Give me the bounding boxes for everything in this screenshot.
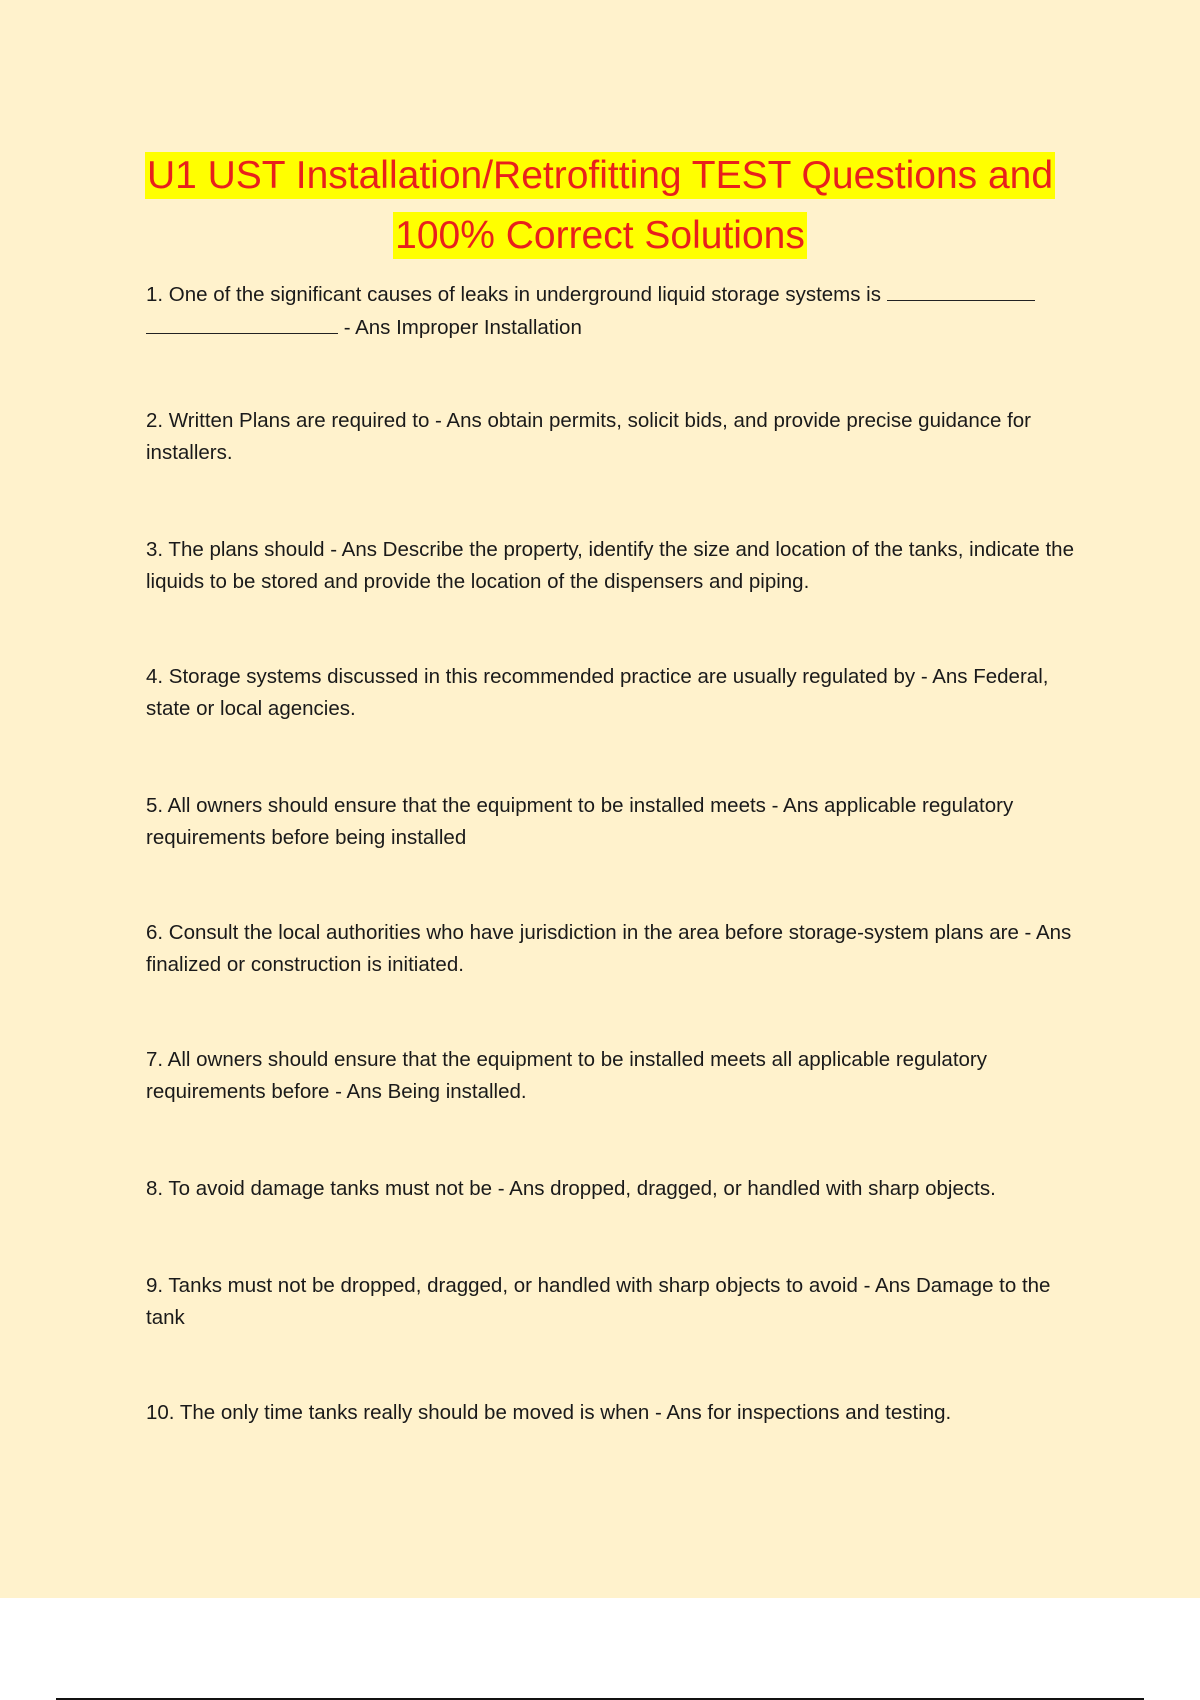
question-5: 5. All owners should ensure that the equipment to be installed meets - Ans applicable regulatory requirements before being installed <box>146 794 1014 849</box>
question-3: 3. The plans should - Ans Describe the property, identify the size and location of the tanks, indicate the liquids to be stored and provide the location of the dispensers and piping. <box>146 538 1074 593</box>
question-7: 7. All owners should ensure that the equipment to be installed meets all applicable regulatory requirements before - Ans Being installed. <box>146 1048 988 1103</box>
question-1 <box>146 278 1090 344</box>
question-6: 6. Consult the local authorities who have jurisdiction in the area before storage-system plans are - Ans finalized or construction is initiated. <box>146 921 1072 976</box>
document-title <box>60 146 1140 266</box>
question-1-text: 1. One of the significant causes of leaks in underground liquid storage systems is <box>146 283 881 306</box>
title-line-1: U1 UST Installation/Retrofitting TEST Questions and <box>146 154 1054 197</box>
title-line-2: 100% Correct Solutions <box>395 214 805 257</box>
answer-blank-line <box>887 278 1035 301</box>
question-2: 2. Written Plans are required to - Ans obtain permits, solicit bids, and provide precise guidance for installers. <box>146 409 1031 464</box>
question-10: 10. The only time tanks really should be moved is when - Ans for inspections and testing. <box>146 1401 952 1424</box>
answer-blank-line <box>146 311 338 334</box>
question-4: 4. Storage systems discussed in this recommended practice are usually regulated by - Ans Federal, state or local agencies. <box>146 665 1049 720</box>
question-9: 9. Tanks must not be dropped, dragged, or handled with sharp objects to avoid - Ans Damage to the tank <box>146 1274 1051 1329</box>
question-8: 8. To avoid damage tanks must not be - Ans dropped, dragged, or handled with sharp objects. <box>146 1177 996 1200</box>
question-1-answer: - Ans Improper Installation <box>343 316 582 339</box>
